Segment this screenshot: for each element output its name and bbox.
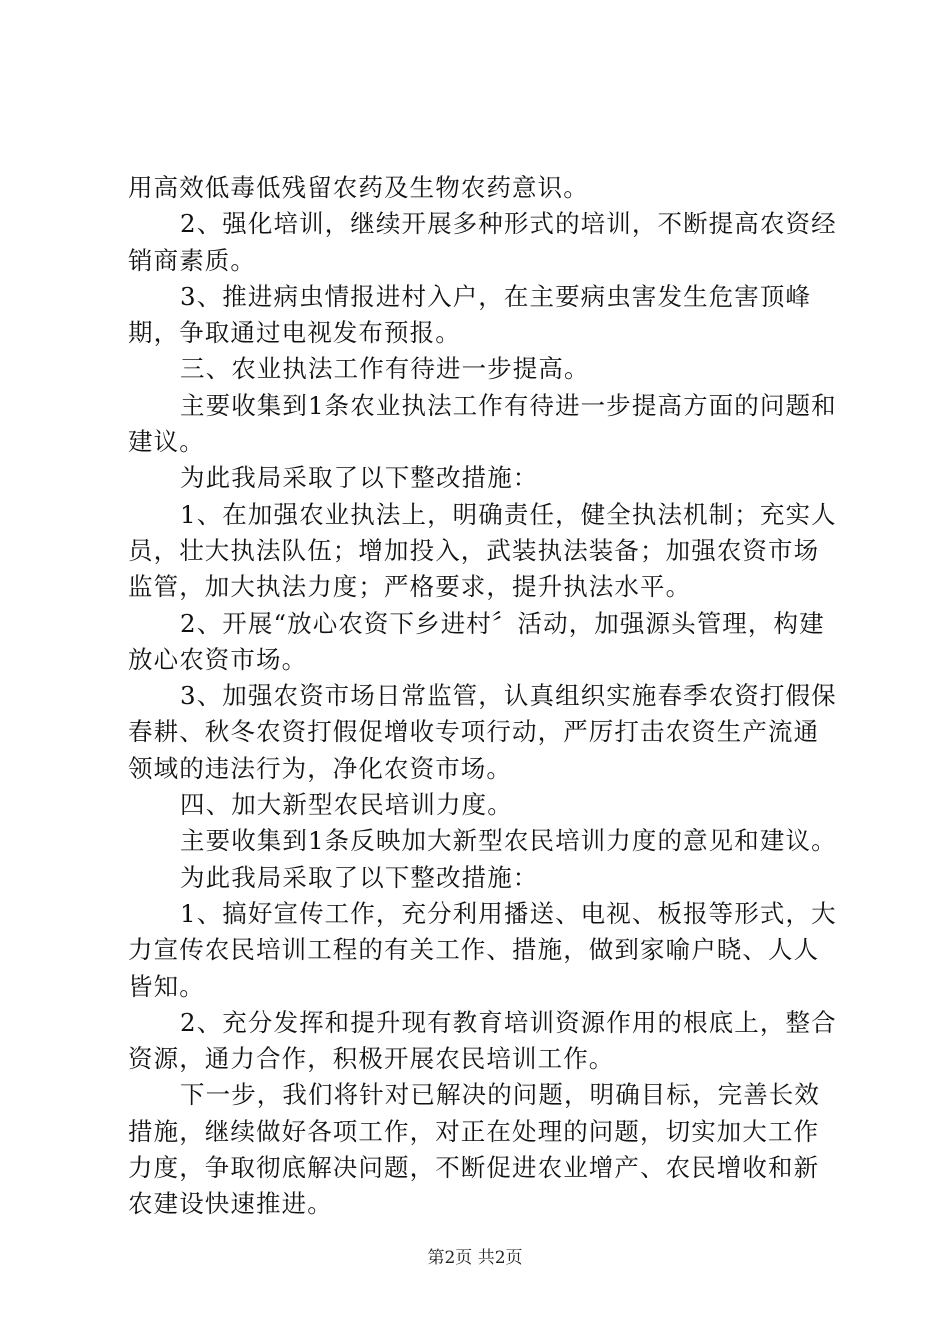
paragraph: 1、在加强农业执法上，明确责任，健全执法机制；充实人员，壮大执法队伍；增加投入，武装执法装备；加强农资市场监管，加大执法力度；严格要求，提升执法水平。 [128, 499, 837, 602]
paragraph: 2、充分发挥和提升现有教育培训资源作用的根底上，整合资源，通力合作，积极开展农民培训工作。 [128, 1007, 837, 1074]
paragraph: 主要收集到1条反映加大新型农民培训力度的意见和建议。 [180, 826, 837, 856]
section-heading: 四、加大新型农民培训力度。 [180, 790, 513, 820]
section-heading: 三、农业执法工作有待进一步提高。 [180, 354, 590, 384]
paragraph: 3、推进病虫情报进村入户，在主要病虫害发生危害顶峰期，争取通过电视发布预报。 [128, 281, 812, 348]
paragraph: 为此我局采取了以下整改措施： [180, 463, 539, 493]
paragraph: 主要收集到1条农业执法工作有待进一步提高方面的问题和建议。 [128, 390, 837, 457]
paragraph: 1、搞好宣传工作，充分利用播送、电视、板报等形式，大力宣传农民培训工程的有关工作、措施，做到家喻户晓、人人皆知。 [128, 898, 837, 1001]
document-body [128, 170, 838, 1223]
paragraph: 为此我局采取了以下整改措施： [180, 862, 539, 892]
paragraph: 下一步，我们将针对已解决的问题，明确目标，完善长效措施，继续做好各项工作，对正在处理的问题，切实加大工作力度，争取彻底解决问题，不断促进农业增产、农民增收和新农建设快速推进。 [128, 1080, 820, 1219]
paragraph: 2、强化培训，继续开展多种形式的培训，不断提高农资经销商素质。 [128, 209, 837, 275]
page-number-footer: 第2页 共2页 [427, 1248, 523, 1268]
paragraph: 3、加强农资市场日常监管，认真组织实施春季农资打假保春耕、秋冬农资打假促增收专项行动，严厉打击农资生产流通领域的违法行为，净化农资市场。 [128, 681, 837, 783]
paragraph-continuation: 用高效低毒低残留农药及生物农药意识。 [128, 173, 589, 202]
paragraph: 2、开展“放心农资下乡进村〞活动，加强源头管理，构建放心农资市场。 [128, 608, 825, 674]
